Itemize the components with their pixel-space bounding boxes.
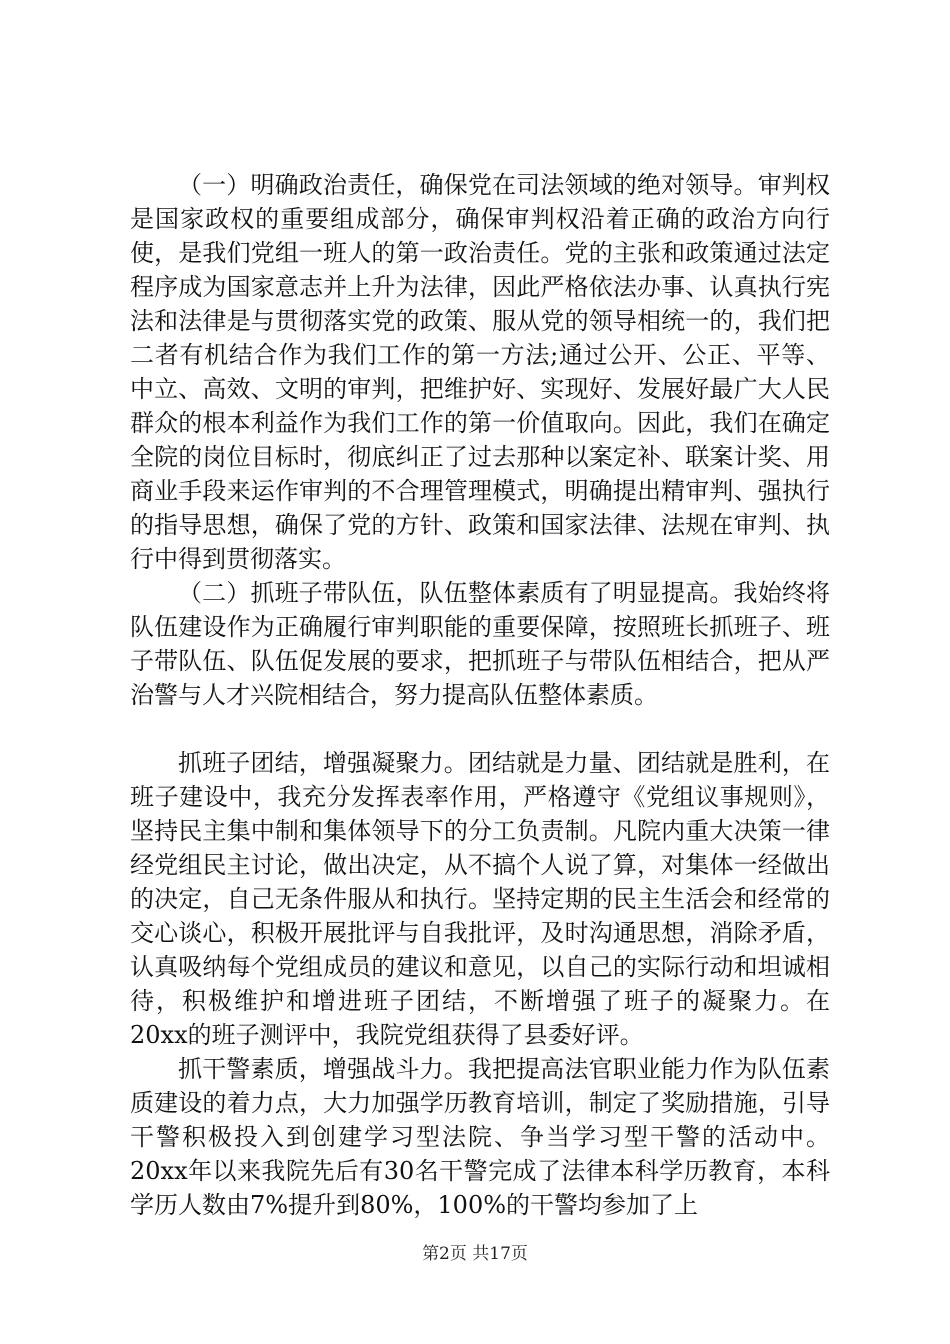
paragraph-spacer (130, 712, 830, 746)
paragraph-team-unity: 抓班子团结，增强凝聚力。团结就是力量、团结就是胜利，在班子建设中，我充分发挥表率作用，严格遵守《党组议事规则》，坚持民主集中制和集体领导下的分工负责制。凡院内重大决策一律经党组民主讨论，做出决定，从不搞个人说了算，对集体一经做出的决定，自己无条件服从和执行。坚持定期的民主生活会和经常的交心谈心，积极开展批评与自我批评，及时沟通思想，消除矛盾，认真吸纳每个党组成员的建议和意见，以自己的实际行动和坦诚相待，积极维护和增进班子团结，不断增强了班子的凝聚力。在20xx的班子测评中，我院党组获得了县委好评。 (130, 749, 830, 1049)
paragraph-team-building: （二）抓班子带队伍，队伍整体素质有了明显提高。我始终将队伍建设作为正确履行审判职能的重要保障，按照班长抓班子、班子带队伍、队伍促发展的要求，把抓班子与带队伍相结合，把从严治警与人才兴院相结合，努力提高队伍整体素质。 (130, 579, 830, 709)
paragraph-political-responsibility: （一）明确政治责任，确保党在司法领域的绝对领导。审判权是国家政权的重要组成部分，确保审判权沿着正确的政治方向行使，是我们党组一班人的第一政治责任。党的主张和政策通过法定程序成为国家意志并上升为法律，因此严格依法办事、认真执行宪法和法律是与贯彻落实党的政策、服从党的领导相统一的，我们把二者有机结合作为我们工作的第一方法;通过公开、公正、平等、中立、高效、文明的审判，把维护好、实现好、发展好最广大人民群众的根本利益作为我们工作的第一价值取向。因此，我们在确定全院的岗位目标时，彻底纠正了过去那种以案定补、联案计奖、用商业手段来运作审判的不合理管理模式，明确提出精审判、强执行的指导思想，确保了党的方针、政策和国家法律、法规在审判、执行中得到贯彻落实。 (130, 171, 830, 573)
paragraph-staff-quality: 抓干警素质，增强战斗力。我把提高法官职业能力作为队伍素质建设的着力点，大力加强学历教育培训，制定了奖励措施，引导干警积极投入到创建学习型法院、争当学习型干警的活动中。20xx年以来我院先后有30名干警完成了法律本科学历教育，本科学历人数由7%提升到80%，100%的干警均参加了上 (130, 1055, 830, 1219)
document-body (130, 168, 830, 1222)
page-number-footer: 第2页 共17页 (422, 1244, 528, 1264)
